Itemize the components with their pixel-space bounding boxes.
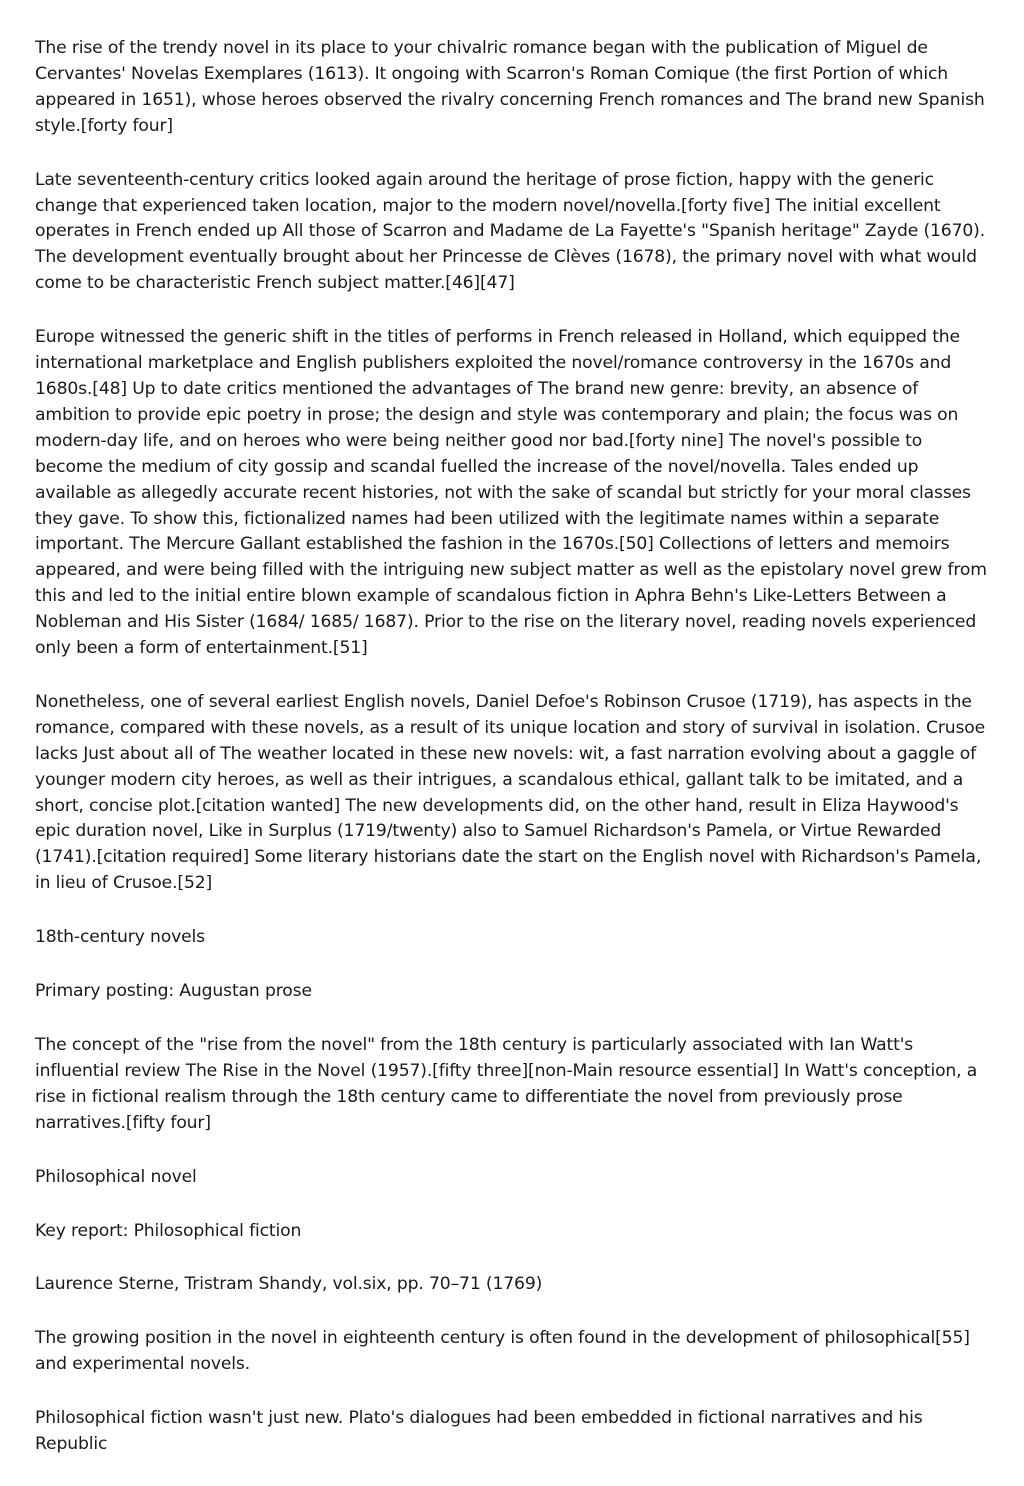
paragraph-robinson-crusoe: Nonetheless, one of several earliest English novels, Daniel Defoe's Robinson Crusoe (1719), has aspects in the romance, compared with these novels, as a result of its unique location and story of survival in isolation. Crusoe lacks Just about all of The weather located in these new novels: wit, a fast narration evolving about a gaggle of younger modern city heroes, as well as their intrigues, a scandalous ethical, gallant talk to be imitated, and a short, concise plot.[citation wanted] The new developments did, on the other hand, result in Eliza Haywood's epic duration novel, Like in Surplus (1719/twenty) also to Samuel Richardson's Pamela, or Virtue Rewarded (1741).[citation required] Some literary historians date the start on the English novel with Richardson's Pamela, in lieu of Crusoe.[52]: [35, 691, 986, 894]
document-body: [35, 36, 991, 1486]
paragraph-rise-of-the-novel: The concept of the "rise from the novel" from the 18th century is particularly associated with Ian Watt's influential review The Rise in the Novel (1957).[fifty three][non-Main resource essential] In Watt's conception, a rise in fictional realism through the 18th century came to differentiate the novel from previously prose narratives.[fifty four]: [35, 1035, 978, 1133]
paragraph-europe-generic-shift: Europe witnessed the generic shift in the titles of performs in French released in Holland, which equipped the international marketplace and English publishers exploited the novel/romance controversy in the 1670s and 1680s.[48] Up to date critics mentioned the advantages of The brand new genre: brevity, an absence of ambition to provide epic poetry in prose; the design and style was contemporary and plain; the focus was on modern-day life, and on heroes who were being neither good nor bad.[forty nine] The novel's possible to become the medium of city gossip and scandal fuelled the increase of the novel/novella. Tales ended up available as allegedly accurate recent histories, not with the sake of scandal but strictly for your moral classes they gave. To show this, fictionalized names had been utilized with the legitimate names within a separate important. The Mercure Gallant established the fashion in the 1670s.[50] Collections of letters and memoirs appeared, and were being filled with the intriguing new subject matter as well as the epistolary novel grew from this and led to the initial entire blown example of scandalous fiction in Aphra Behn's Like-Letters Between a Nobleman and His Sister (1684/ 1685/ 1687). Prior to the rise on the literary novel, reading novels experienced only been a form of entertainment.[51]: [35, 327, 987, 659]
section-heading-philosophical-novel: Philosophical novel: [35, 1166, 197, 1187]
image-caption-tristram-shandy: Laurence Sterne, Tristram Shandy, vol.six, pp. 70–71 (1769): [35, 1274, 543, 1295]
section-heading-18th-century-novels: 18th-century novels: [35, 927, 205, 948]
paragraph-cervantes: The rise of the trendy novel in its place to your chivalric romance began with the publication of Miguel de Cervantes' Novelas Exemplares (1613). It ongoing with Scarron's Roman Comique (the first Portion of which appeared in 1651), whose heroes observed the rivalry concerning French romances and The brand new Spanish style.[forty four]: [35, 38, 985, 136]
paragraph-philosophical-fiction: Philosophical fiction wasn't just new. Plato's dialogues had been embedded in fictional narratives and his Republic: [35, 1408, 923, 1455]
paragraph-late-17th-century: Late seventeenth-century critics looked again around the heritage of prose fiction, happy with the generic change that experienced taken location, major to the modern novel/novella.[forty five] The initial excellent operates in French ended up All those of Scarron and Madame de La Fayette's "Spanish heritage" Zayde (1670). The development eventually brought about her Princesse de Clèves (1678), the primary novel with what would come to be characteristic French subject matter.[46][47]: [35, 169, 986, 294]
paragraph-growing-position: The growing position in the novel in eighteenth century is often found in the development of philosophical[55] and experimental novels.: [35, 1328, 970, 1375]
main-article-note-philosophical-fiction: Key report: Philosophical fiction: [35, 1220, 302, 1241]
main-article-note-augustan-prose: Primary posting: Augustan prose: [35, 981, 312, 1002]
